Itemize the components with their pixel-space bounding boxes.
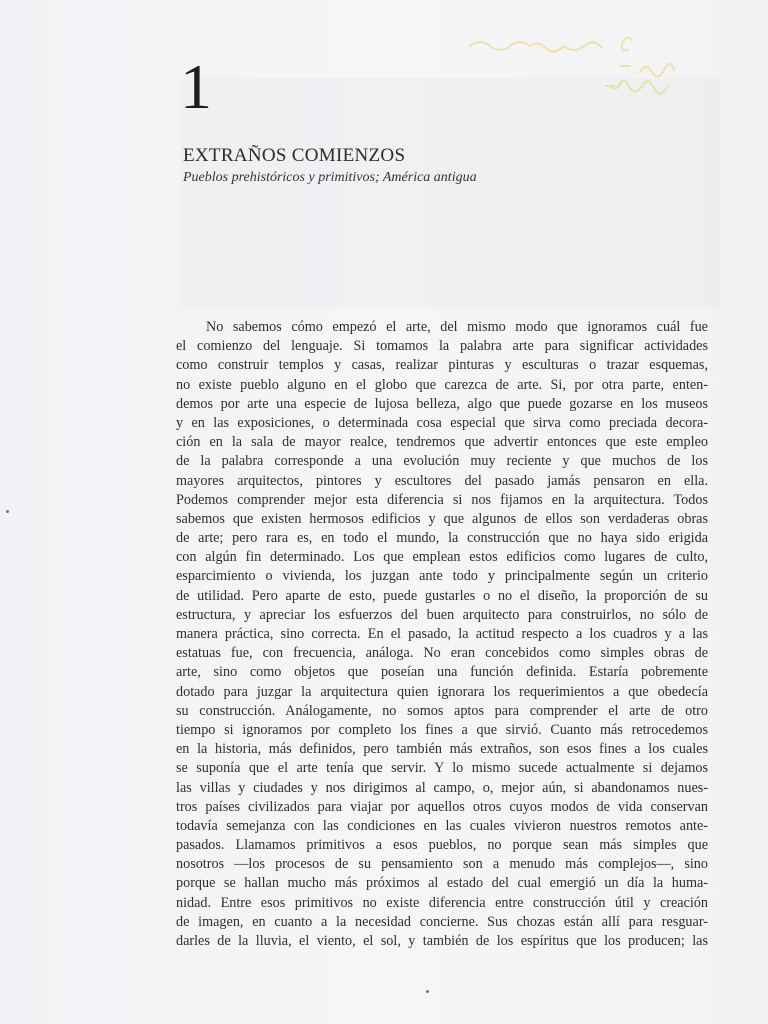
text-line: de arte; pero rara es, en todo el mundo, la construcción que no haya sido erigida	[176, 530, 708, 547]
text-line: Podemos comprender mejor esta diferencia si nos fijamos en la arquitectura. Todos	[176, 491, 708, 508]
text-line: estatuas fue, con frecuencia, análoga. No eran concebidos como simples obras de	[176, 645, 708, 662]
chapter-title: EXTRAÑOS COMIENZOS	[183, 145, 406, 166]
text-line: de utilidad. Pero aparte de esto, puede gustarles o no el diseño, la proporción de su	[176, 587, 708, 604]
text-line: el comienzo del lenguaje. Si tomamos la palabra arte para significar actividades	[176, 338, 708, 355]
text-line: dotado para juzgar la arquitectura quien ignorara los requerimientos a que obedecía	[176, 683, 708, 700]
text-line: darles de la lluvia, el viento, el sol, y también de los espíritus que los producen; las	[176, 933, 708, 949]
speck	[6, 510, 9, 513]
text-line: las villas y ciudades y nos dirigimos al campo, o, mejor aún, si abandonamos nues-	[176, 779, 708, 796]
text-line: sabemos que existen hermosos edificios y que algunos de ellos son verdaderas obras	[176, 510, 708, 527]
chapter-number: 1	[180, 51, 212, 122]
text-line: todavía semejanza con las condiciones en las cuales vivieron nuestros remotos ante-	[176, 817, 708, 834]
text-line: arte, sino como objetos que poseían una función definida. Estaría pobremente	[176, 664, 708, 681]
text-line: como construir templos y casas, realizar pinturas y esculturas o trazar esquemas,	[176, 357, 708, 374]
text-line: no existe pueblo alguno en el globo que carezca de arte. Si, por otra parte, enten-	[176, 376, 708, 393]
text-line: tiempo si ignoramos por completo los fines a que sirvió. Cuanto más retrocedemos	[176, 721, 708, 738]
handwritten-margin-note	[460, 28, 720, 108]
text-line: ción en la sala de mayor realce, tendremos que advertir entonces que este empleo	[176, 434, 708, 451]
chapter-subtitle: Pueblos prehistóricos y primitivos; América antigua	[183, 170, 477, 185]
text-line: manera práctica, sino correcta. En el pasado, la actitud respecto a los cuadros y a las	[176, 626, 708, 642]
text-line: tros países civilizados para viajar por aquellos otros cuyos modos de vida conservan	[176, 798, 708, 815]
text-line: y en las exposiciones, o determinada cosa especial que sirva como preciada decora-	[176, 414, 708, 431]
show-through-shade	[180, 78, 720, 308]
text-line: de imagen, en cuanto a la necesidad concierne. Sus chozas están allí para resguar-	[176, 913, 708, 930]
text-line: su construcción. Análogamente, no somos aptos para comprender el arte de otro	[176, 702, 708, 719]
text-line: porque se hallan mucho más próximos al estado del cual emergió un día la huma-	[176, 875, 708, 892]
text-line: demos por arte una especie de lujosa belleza, algo que puede gozarse en los museos	[176, 395, 708, 412]
text-line: pasados. Llamamos primitivos a esos pueblos, no porque sean más simples que	[176, 837, 708, 854]
text-line: en la historia, más definidos, pero también más extraños, son esos fines a los cuales	[176, 741, 708, 758]
text-line: No sabemos cómo empezó el arte, del mismo modo que ignoramos cuál fue	[206, 319, 708, 335]
text-line: estructura, y apreciar los esfuerzos del buen arquitecto para construirlos, no sólo de	[176, 606, 708, 623]
text-line: de la palabra corresponde a una evolución muy reciente y que muchos de los	[176, 453, 708, 470]
body-paragraph	[176, 318, 708, 951]
text-line: se suponía que el arte tenía que servir. Y lo mismo sucede actualmente si dejamos	[176, 760, 708, 777]
text-line: con algún fin determinado. Los que emplean estos edificios como lugares de culto,	[176, 549, 708, 566]
text-line: esparcimiento o vivienda, los juzgan ante todo y principalmente según un criterio	[176, 568, 708, 585]
text-line: nosotros —los procesos de su pensamiento son a menudo más complejos—, sino	[176, 856, 708, 873]
text-line: nidad. Entre esos primitivos no existe diferencia entre construcción útil y creación	[176, 894, 708, 911]
speck	[426, 990, 429, 993]
text-line: mayores arquitectos, pintores y escultores del pasado jamás pensaron en ella.	[176, 472, 708, 489]
